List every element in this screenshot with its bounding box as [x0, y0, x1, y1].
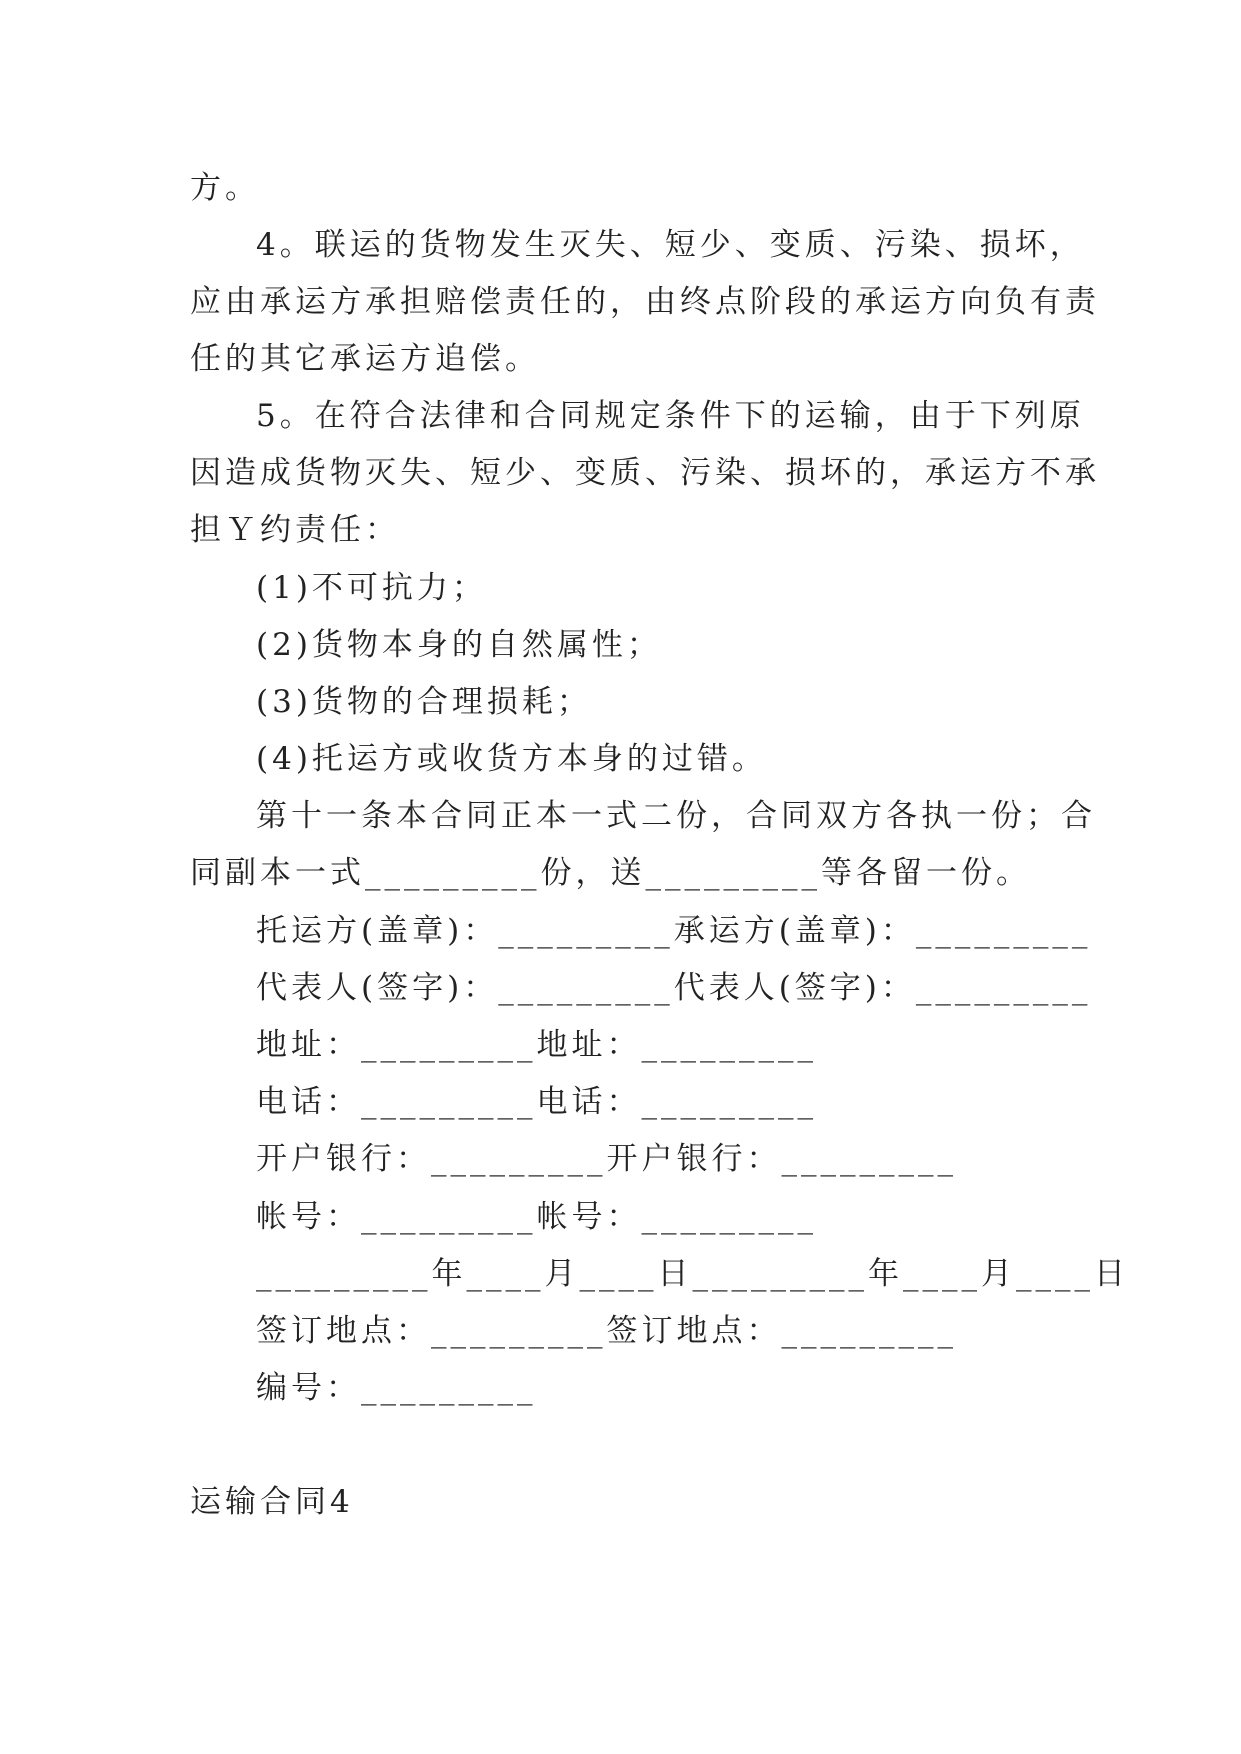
list-item: (1)不可抗力；	[256, 570, 487, 606]
signature-field: 代表人(签字)：_________代表人(签字)：_________	[256, 970, 1092, 1006]
text-line: 第十一条本合同正本一式二份，合同双方各执一份；合	[256, 798, 1096, 834]
text-line: 同副本一式_________份，送_________等各留一份。	[190, 855, 1031, 891]
list-item: (2)货物本身的自然属性；	[256, 627, 662, 663]
signature-field: 地址：_________地址：_________	[256, 1027, 817, 1063]
signature-field: 开户银行：_________开户银行：_________	[256, 1141, 957, 1177]
text-line: 5。在符合法律和合同规定条件下的运输，由于下列原	[256, 398, 1085, 434]
signature-field: 电话：_________电话：_________	[256, 1084, 817, 1120]
date-field: _________年____月____日_________年____月____日	[256, 1256, 1129, 1292]
signature-field: 帐号：_________帐号：_________	[256, 1199, 817, 1235]
signature-field: 编号：_________	[256, 1370, 537, 1406]
list-item: (4)托运方或收货方本身的过错。	[256, 741, 767, 777]
text-line: 任的其它承运方追偿。	[190, 341, 540, 377]
section-heading: 运输合同4	[190, 1484, 354, 1520]
signature-field: 签订地点：_________签订地点：_________	[256, 1313, 957, 1349]
text-line: 方。	[190, 170, 260, 206]
text-line: 因造成货物灭失、短少、变质、污染、损坏的，承运方不承	[190, 455, 1100, 491]
text-line: 担Ｙ约责任：	[190, 512, 400, 548]
text-line: 应由承运方承担赔偿责任的，由终点阶段的承运方向负有责	[190, 284, 1100, 320]
signature-field: 托运方(盖章)：_________承运方(盖章)：_________	[256, 913, 1092, 949]
text-line: 4。联运的货物发生灭失、短少、变质、污染、损坏，	[256, 227, 1085, 263]
list-item: (3)货物的合理损耗；	[256, 684, 592, 720]
